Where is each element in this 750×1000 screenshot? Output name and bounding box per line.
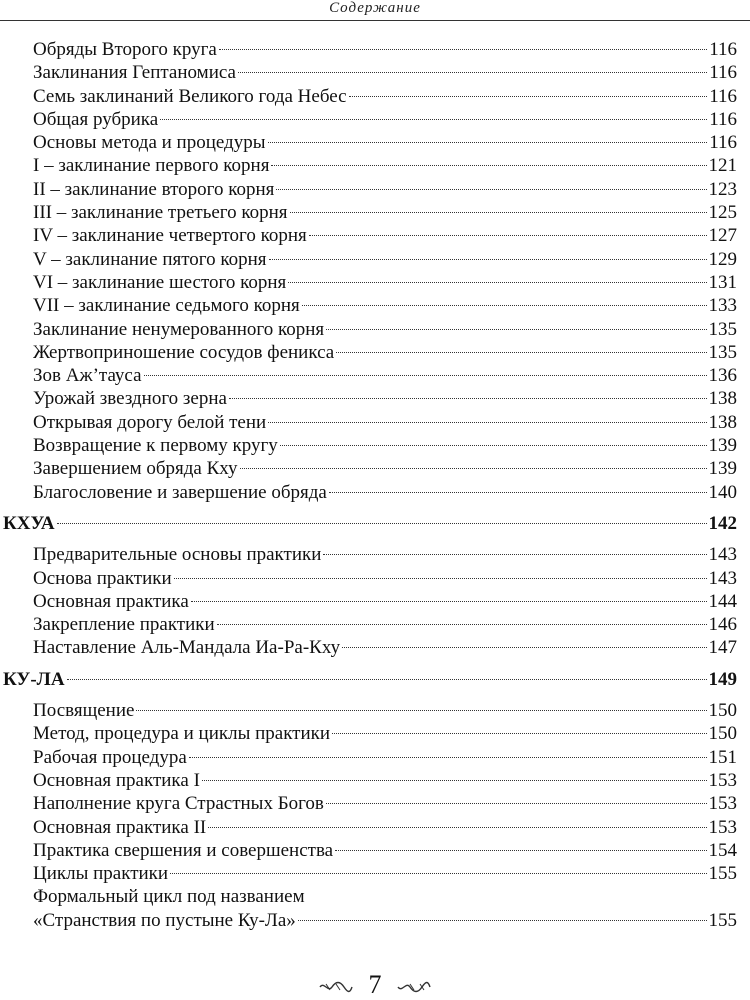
toc-entry-title: КХУА xyxy=(3,512,55,534)
dot-leader xyxy=(323,553,706,555)
toc-entry-title: Формальный цикл под названием xyxy=(33,886,305,908)
toc-entry-title: Жертвоприношение сосудов феникса xyxy=(33,341,335,363)
toc-entry[interactable] xyxy=(0,543,750,566)
toc-entry-page: 143 xyxy=(708,544,737,566)
toc-entry[interactable] xyxy=(0,816,750,839)
toc-entry-page: 125 xyxy=(708,202,737,224)
toc-entry-page: 133 xyxy=(708,295,737,317)
toc-entry-title: Основы метода и процедуры xyxy=(33,132,266,154)
toc-entry-page: 138 xyxy=(708,388,737,410)
toc-entry-page: 136 xyxy=(708,365,737,387)
dot-leader xyxy=(326,328,706,330)
toc-entry-page: 127 xyxy=(708,225,737,247)
toc-entry-title: Благословение и завершение обряда xyxy=(33,481,327,503)
toc-entry[interactable] xyxy=(0,792,750,815)
toc-entry-page: 154 xyxy=(708,839,737,861)
toc-entry[interactable] xyxy=(0,318,750,341)
toc-entry-title: Предварительные основы практики xyxy=(33,544,322,566)
toc-entry[interactable] xyxy=(0,201,750,224)
toc-entry-title: IV – заклинание четвертого корня xyxy=(33,225,307,247)
dot-leader xyxy=(268,141,708,143)
dot-leader xyxy=(329,491,707,493)
toc-entry-page: 131 xyxy=(708,271,737,293)
dot-leader xyxy=(302,304,707,306)
toc-entry-title: Завершением обряда Кху xyxy=(33,458,238,480)
toc-entry-page: 140 xyxy=(708,481,737,503)
toc-entry[interactable] xyxy=(0,839,750,862)
toc-entry[interactable] xyxy=(0,590,750,613)
dot-leader xyxy=(336,351,706,353)
dot-leader xyxy=(309,234,707,236)
dot-leader xyxy=(290,211,707,213)
toc-entry[interactable] xyxy=(0,131,750,154)
toc-entry[interactable] xyxy=(0,769,750,792)
toc-entry[interactable] xyxy=(0,481,750,504)
dot-leader xyxy=(271,164,706,166)
toc-entry[interactable] xyxy=(0,699,750,722)
toc-entry-title: Основа практики xyxy=(33,567,172,589)
toc-entry-title: Основная практика I xyxy=(33,769,200,791)
toc-entry[interactable] xyxy=(0,248,750,271)
toc-entry-page: 116 xyxy=(709,108,737,130)
page-folio xyxy=(0,970,750,1000)
toc-entry[interactable] xyxy=(0,411,750,434)
dot-leader xyxy=(170,872,706,874)
dot-leader xyxy=(280,444,707,446)
dot-leader xyxy=(174,577,707,579)
toc-entry[interactable] xyxy=(0,85,750,108)
toc-entry-page: 151 xyxy=(708,746,737,768)
toc-entry-page: 143 xyxy=(708,567,737,589)
toc-entry-title: VII – заклинание седьмого корня xyxy=(33,295,300,317)
toc-entry-page: 153 xyxy=(708,769,737,791)
toc-entry-page: 139 xyxy=(708,435,737,457)
toc-entry[interactable] xyxy=(0,364,750,387)
dot-leader xyxy=(349,95,708,97)
toc-entry[interactable] xyxy=(0,862,750,885)
toc-entry-title: Наполнение круга Страстных Богов xyxy=(33,793,324,815)
dot-leader xyxy=(191,600,707,602)
toc-entry[interactable] xyxy=(0,613,750,636)
toc-entry[interactable] xyxy=(0,38,750,61)
toc-entry-page: 142 xyxy=(708,512,737,534)
toc-entry[interactable] xyxy=(0,271,750,294)
toc-entry-page: 123 xyxy=(708,178,737,200)
toc-entry-title: I – заклинание первого корня xyxy=(33,155,270,177)
toc-entry-title: Посвящение xyxy=(33,700,135,722)
dot-leader xyxy=(276,188,706,190)
toc-entry-title: Метод, процедура и циклы практики xyxy=(33,723,331,745)
toc-entry-title: VI – заклинание шестого корня xyxy=(33,271,287,293)
dot-leader xyxy=(57,522,707,524)
dot-leader xyxy=(335,849,706,851)
dot-leader xyxy=(229,397,707,399)
toc-entry-title: Общая рубрика xyxy=(33,108,159,130)
dot-leader xyxy=(136,709,706,711)
dot-leader xyxy=(269,258,707,260)
toc-entry-page: 155 xyxy=(708,863,737,885)
toc-entry[interactable] xyxy=(0,457,750,480)
toc-entry-title: Основная практика II xyxy=(33,816,207,838)
toc-entry-title: Семь заклинаний Великого года Небес xyxy=(33,85,347,107)
dot-leader xyxy=(342,646,706,648)
toc-entry-title: Урожай звездного зерна xyxy=(33,388,227,410)
toc-entry-title: КУ-ЛА xyxy=(3,668,65,690)
dot-leader xyxy=(160,118,707,120)
table-of-contents xyxy=(0,38,750,932)
toc-entry[interactable] xyxy=(0,636,750,659)
toc-entry-page: 153 xyxy=(708,816,737,838)
toc-entry-title: Открывая дорогу белой тени xyxy=(33,411,267,433)
toc-entry[interactable] xyxy=(0,567,750,590)
toc-entry[interactable] xyxy=(0,294,750,317)
toc-entry[interactable] xyxy=(0,61,750,84)
toc-entry[interactable] xyxy=(0,746,750,769)
dot-leader xyxy=(332,732,706,734)
toc-entry-page: 153 xyxy=(708,793,737,815)
toc-entry-title: Основная практика xyxy=(33,590,189,612)
toc-entry-title: Циклы практики xyxy=(33,863,169,885)
toc-entry-title: III – заклинание третьего корня xyxy=(33,202,288,224)
toc-entry-continuation[interactable] xyxy=(0,909,750,932)
running-header xyxy=(0,0,750,22)
toc-entry-page: 116 xyxy=(709,39,737,60)
toc-entry-title: Обряды Второго круга xyxy=(33,39,217,60)
toc-entry-page: 144 xyxy=(708,590,737,612)
page-number: 7 xyxy=(368,970,382,999)
toc-entry-title: Практика свершения и совершенства xyxy=(33,839,334,861)
toc-entry-page: 155 xyxy=(708,909,737,931)
dot-leader xyxy=(219,48,707,50)
toc-entry-page: 116 xyxy=(709,132,737,154)
left-ornament-icon xyxy=(318,980,354,994)
dot-leader xyxy=(208,826,706,828)
toc-section-heading[interactable] xyxy=(0,512,750,535)
toc-entry-title: Закрепление практики xyxy=(33,614,215,636)
dot-leader xyxy=(144,374,707,376)
dot-leader xyxy=(240,467,707,469)
toc-entry-page: 116 xyxy=(709,85,737,107)
dot-leader xyxy=(288,281,706,283)
toc-entry-title: Наставление Аль-Мандала Иа-Ра-Кху xyxy=(33,637,341,659)
toc-entry[interactable] xyxy=(0,341,750,364)
toc-entry[interactable] xyxy=(0,108,750,131)
toc-entry-page: 139 xyxy=(708,458,737,480)
toc-entry-page: 150 xyxy=(708,700,737,722)
dot-leader xyxy=(202,779,707,781)
dot-leader xyxy=(238,71,707,73)
dot-leader xyxy=(217,623,707,625)
toc-entry-page: 149 xyxy=(708,668,737,690)
toc-entry-title: II – заклинание второго корня xyxy=(33,178,275,200)
toc-entry-page: 135 xyxy=(708,341,737,363)
dot-leader xyxy=(67,678,707,680)
toc-entry-page: 121 xyxy=(708,155,737,177)
dot-leader xyxy=(189,756,707,758)
toc-entry[interactable] xyxy=(0,885,750,908)
dot-leader xyxy=(268,421,706,423)
toc-entry[interactable] xyxy=(0,154,750,177)
toc-entry-page: 146 xyxy=(708,614,737,636)
header-title: Содержание xyxy=(329,0,421,16)
toc-entry-page: 129 xyxy=(708,248,737,270)
toc-entry-title: Зов Аж’тауса xyxy=(33,365,142,387)
toc-entry-title-line2: «Странствия по пустыне Ку-Ла» xyxy=(33,909,296,931)
header-rule xyxy=(0,20,750,21)
toc-entry-title: Возвращение к первому кругу xyxy=(33,435,278,457)
toc-entry-page: 135 xyxy=(708,318,737,340)
toc-entry[interactable] xyxy=(0,178,750,201)
toc-entry[interactable] xyxy=(0,722,750,745)
toc-entry[interactable] xyxy=(0,224,750,247)
toc-section-heading[interactable] xyxy=(0,668,750,691)
toc-entry-title: V – заклинание пятого корня xyxy=(33,248,267,270)
toc-entry-page: 116 xyxy=(709,62,737,84)
dot-leader xyxy=(298,919,707,921)
toc-entry-page: 150 xyxy=(708,723,737,745)
right-ornament-icon xyxy=(396,980,432,994)
toc-entry-title: Заклинание ненумерованного корня xyxy=(33,318,325,340)
toc-entry-title: Рабочая процедура xyxy=(33,746,187,768)
toc-entry[interactable] xyxy=(0,387,750,410)
toc-entry[interactable] xyxy=(0,434,750,457)
toc-entry-title: Заклинания Гептаномиса xyxy=(33,62,236,84)
toc-entry-page: 138 xyxy=(708,411,737,433)
toc-entry-page: 147 xyxy=(708,637,737,659)
dot-leader xyxy=(326,802,707,804)
